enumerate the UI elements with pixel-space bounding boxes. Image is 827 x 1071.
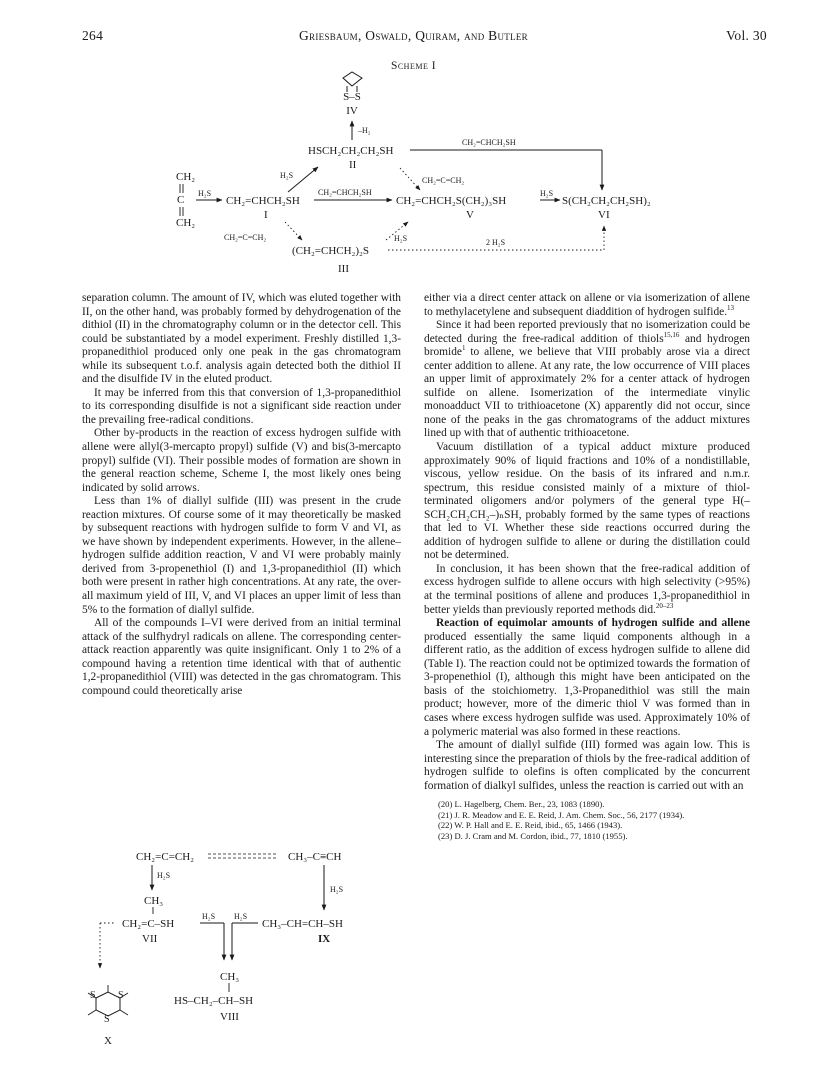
allene-ch2-bottom: CH₂ [176,217,196,229]
compound-iii: (CH₂=CHCH₂)₂S [292,245,369,257]
compound-vii: CH₂=C–SH [122,918,175,930]
reagent-h2s-right: H₂S [330,885,344,894]
compound-i: CH₂=CHCH₂SH [226,195,300,207]
label-vi: VI [598,209,610,221]
label-iv: IV [346,105,358,117]
reaction-scheme-i [0,0,827,290]
right-column [424,292,750,842]
label-ii: II [349,159,357,171]
reagent-h2s-vii-b: H₂S [234,912,248,921]
label-vii: VII [142,933,158,945]
references-list [424,799,750,841]
paragraph: Since it had been reported previously that no isomerization could be detected during the free-radical addition of thiols$^{15,16}$ and hydrogen bromide$^1$ to allene, we believe that VIII probably arose via a direct center addition to allene. At any rate, the low occurrence of VIII places an upper limit of approximately 2% for a center attack of hydrogen sulfide on allene. Isomerization of the intermediate vinylic monoadduct VII to trithioacetone (X) apparently did not occur, since none of the peaks in the gas chromatograms of the adduct mixtures lined up with that of authentic trithioacetone. [424,319,750,440]
methyl-top: CH₃ [144,895,164,907]
citation: 1 [461,344,466,353]
reagent-h2s-3: H₂S [540,189,554,198]
section-heading-inline: Reaction of equimolar amounts of hydrogen sulfide and allene [436,617,750,630]
label-i: I [264,209,268,221]
paragraph: It may be inferred from this that conversion of 1,3-propanedithiol to its corresponding disulfide is not a significant side reaction under the prevailing free-radical conditions. [82,386,401,426]
label-iii: III [338,263,349,275]
paragraph: All of the compounds I–VI were derived from an initial terminal attack of the sulfhydryl radicals on allene. The corresponding center-attack reaction apparently was quite insignificant. Only 1 to 2% of a compound having a retention time identical with that of authentic 1,2-propanedithiol (VIII) was detected in the gas chromatogram. This compound could theoretically arise [82,617,401,697]
label-viii: VIII [220,1011,239,1023]
compound-vi: S(CH₂CH₂CH₂SH)₂ [562,195,651,207]
reference-item: (20) L. Hagelberg, Chem. Ber., 23, 1083 (1890). [438,799,605,810]
label-v: V [466,209,474,221]
citation: 13 [727,303,735,312]
reagent-allylthiol-top: CH₂=CHCH₂SH [462,138,516,147]
volume-label: Vol. 30 [726,28,767,43]
paragraph: separation column. The amount of IV, which was eluted together with II, on the other hand, was probably formed by dehydrogenation of the dithiol (II) in the chromatography column or in the detector cell. This could be substantiated by a model experiment. Freshly distilled 1,3-propanedithiol produced only one peak in the gas chromatogram while its subsequent t.o.f. analysis again detected both the dithiol II and the disulfide IV in the eluted product. [82,292,401,386]
compound-v: CH₂=CHCH₂S(CH₂)₃SH [396,195,507,207]
reagent-allene-2: CH₂=C=CH₂ [224,233,267,242]
ring-sulfur-left: S [90,990,96,1001]
allene-c-center: C [177,194,185,206]
methylacetylene: CH₃–C≡CH [288,851,342,863]
left-column [82,292,401,698]
reagent-allene-1: CH₂=C=CH₂ [422,176,465,185]
citation: 20–23 [655,601,674,610]
reagent-allylthiol-mid: CH₂=CHCH₂SH [318,188,372,197]
allene-ch2-top: CH₂ [176,171,196,183]
reference-item: (22) W. P. Hall and E. E. Reid, ibid., 65, 1466 (1943). [438,820,623,831]
paragraph: Other by-products in the reaction of excess hydrogen sulfide with allene were allyl(3-mercapto propyl) sulfide (V) and bis(3-mercapto propyl) sulfide (VI). Their possible modes of formation are shown in the general reaction scheme, Scheme I, the most likely ones being indicated by solid arrows. [82,427,401,494]
reagent-h2s-2: H₂S [280,171,294,180]
reagent-h2s-left: H₂S [157,871,171,880]
paragraph: Vacuum distillation of a typical adduct mixture produced approximately 90% of liquid fractions and 10% of a nondistillable, viscous, yellow residue. On the basis of its infrared and n.m.r. spectrum, this residue consisted mainly of a mixture of thiol-terminated oligomers and/or polymers of the general type H(–SCH₂CH₂CH₂–)ₙSH, probably formed by the same types of reactions that led to VI. Whether these side reactions occurred during the addition of hydrogen sulfide to allene or during the distillation could not be determined. [424,441,750,562]
label-ix: IX [318,933,331,945]
ring-disulfide: S–S [343,91,361,103]
methyl-bottom: CH₃ [220,971,240,983]
running-title: Griesbaum, Oswald, Quiram, and Butler [299,28,528,43]
reaction-scheme-allene-isomerization [82,848,412,1058]
reagent-2h2s: 2 H₂S [486,238,506,247]
paragraph: Reaction of equimolar amounts of hydrogen sulfide and allene produced essentially the same liquid components although in a different ratio, as the addition of excess hydrogen sulfide to allene did (Table I). The reaction could not be optimized towards the formation of 3-propenethiol (I), although this might have been anticipated on the basis of the stoichiometry. 1,3-Propanedithiol was still the main product; however, more of the dimeric thiol V was formed than in cases where excess hydrogen sulfide was used. Approximately 10% of a polymeric material was also formed in these reactions. [424,617,750,738]
ring-sulfur-bottom: S [104,1014,110,1025]
reagent-h2s-1: H₂S [198,189,212,198]
scheme-title: Scheme I [390,60,437,72]
reference-item: (21) J. R. Meadow and E. E. Reid, J. Am. Chem. Soc., 56, 2177 (1934). [438,809,685,820]
reagent-h2s-4: H₂S [394,234,408,243]
compound-ix: CH₃–CH=CH–SH [262,918,343,930]
ring-sulfur-right: S [118,990,124,1001]
page-number: 264 [82,28,104,43]
paragraph: either via a direct center attack on allene or via isomerization of allene to methylacetylene and subsequent diaddition of hydrogen sulfide.$^{13}$ [424,292,750,318]
label-x: X [104,1035,112,1047]
compound-ii: HSCH₂CH₂CH₂SH [308,145,394,157]
citation: 15,16 [663,330,680,339]
reference-item: (23) D. J. Cram and M. Cordon, ibid., 77, 1810 (1955). [438,831,628,842]
reagent-h2s-vii-a: H₂S [202,912,216,921]
allene: CH₂=C=CH₂ [136,851,194,863]
paragraph: The amount of diallyl sulfide (III) formed was again low. This is interesting since the preparation of thiols by the free-radical addition of hydrogen sulfide to olefins is often complicated by the concurrent formation of dialkyl sulfides, unless the reaction is carried out with an [424,739,750,792]
paragraph: In conclusion, it has been shown that the free-radical addition of excess hydrogen sulfide to allene occurs with high selectivity (>95%) at the terminal positions of allene and produces 1,3-propanedithiol in better yields than previously reported methods did.$^{20-23}$ [424,562,750,616]
compound-viii: HS–CH₂–CH–SH [174,995,254,1007]
reagent-minus-h2: –H₂ [358,126,371,135]
paragraph: Less than 1% of diallyl sulfide (III) was present in the crude reaction mixtures. Of course some of it may theoretically be masked by subsequent reactions with hydrogen sulfide to form V and VI, as we have shown by independent experiments. However, in the allene–hydrogen sulfide addition reaction, V and VI were probably mainly derived from 3-propenethiol (I) and 1,3-propanedithiol (II) which both were present in rather high concentrations. At any rate, the over-all maximum yield of III, V, and VI places an upper limit of less than 5% to the formation of diallyl sulfide. [82,495,401,616]
